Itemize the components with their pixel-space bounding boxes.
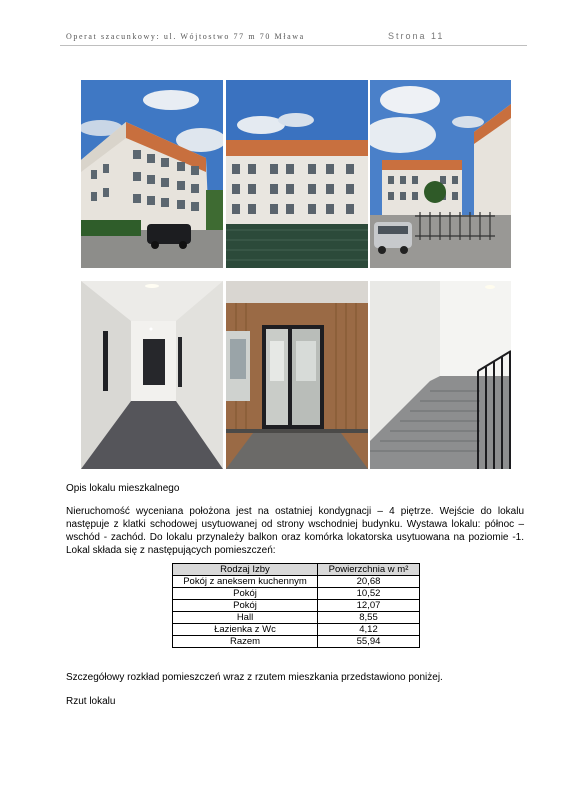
layout-note: Szczegółowy rozkład pomieszczeń wraz z rzutem mieszkania przedstawiono poniżej. xyxy=(66,672,443,683)
room-name: Hall xyxy=(173,612,318,624)
entrance-door-photo xyxy=(226,281,368,469)
room-name: Pokój z aneksem kuchennym xyxy=(173,576,318,588)
room-area: 8,55 xyxy=(318,612,420,624)
room-area: 55,94 xyxy=(318,636,420,648)
table-row xyxy=(173,624,420,636)
page-header xyxy=(66,32,526,46)
room-area: 20,68 xyxy=(318,576,420,588)
room-area: 12,07 xyxy=(318,600,420,612)
room-name: Pokój xyxy=(173,600,318,612)
building-street-photo xyxy=(370,80,511,268)
table-row xyxy=(173,600,420,612)
table-row-total xyxy=(173,636,420,648)
rooms-table xyxy=(172,563,420,648)
room-area: 4,12 xyxy=(318,624,420,636)
room-area: 10,52 xyxy=(318,588,420,600)
table-row xyxy=(173,576,420,588)
table-row xyxy=(173,588,420,600)
header-title: Operat szacunkowy: ul. Wójtostwo 77 m 70 Mława xyxy=(66,32,305,41)
room-name: Razem xyxy=(173,636,318,648)
building-exterior-photo xyxy=(81,80,223,268)
room-name: Łazienka z Wc xyxy=(173,624,318,636)
floor-plan-label: Rzut lokalu xyxy=(66,696,116,707)
table-header-row xyxy=(173,564,420,576)
page-number: Strona 11 xyxy=(388,31,445,41)
staircase-photo xyxy=(370,281,511,469)
header-divider xyxy=(60,45,527,46)
room-name: Pokój xyxy=(173,588,318,600)
table-row xyxy=(173,612,420,624)
column-header-room-type: Rodzaj Izby xyxy=(173,564,318,576)
column-header-area: Powierzchnia w m² xyxy=(318,564,420,576)
corridor-photo xyxy=(81,281,223,469)
section-title: Opis lokalu mieszkalnego xyxy=(66,483,180,494)
building-facade-photo xyxy=(226,80,368,268)
property-description: Nieruchomość wyceniana położona jest na ostatniej kondygnacji – 4 piętrze. Wejście do lokalu następuje z klatki schodowej usytuowanej od strony wschodniej budynku. Wystawa lokalu: północ – wschód - zachód. Do lokalu przynależy balkon oraz komórka lokatorska usytuowana na poziomie -1. Lokal składa się z następujących pomieszczeń: xyxy=(66,506,524,556)
